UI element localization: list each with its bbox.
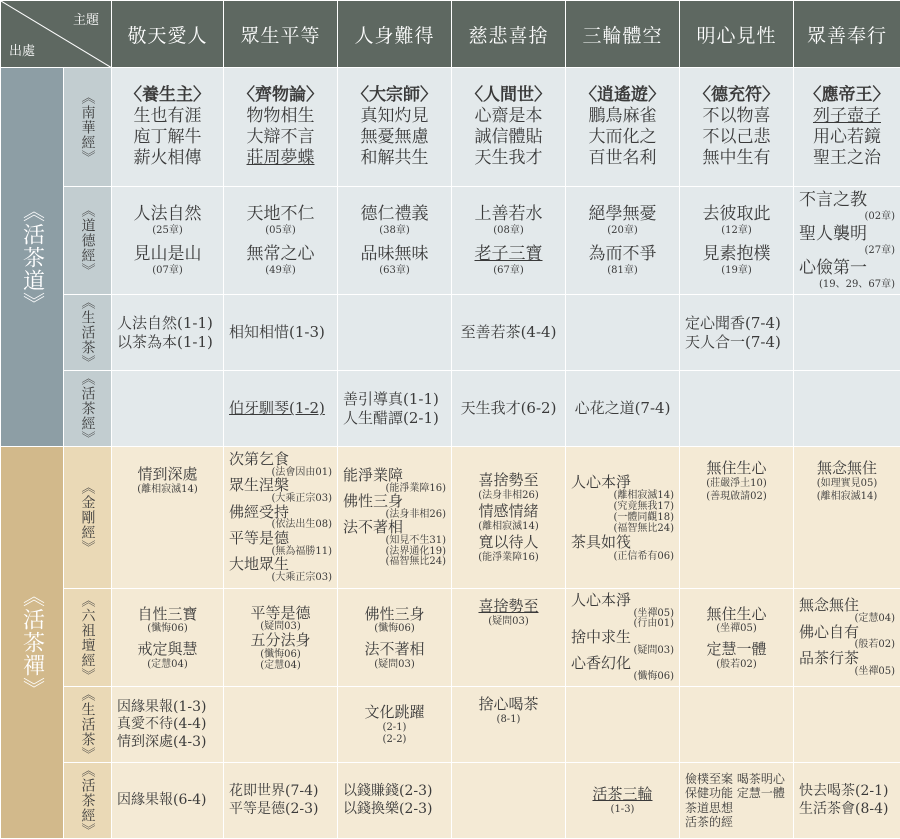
phrase: 列子壺子: [799, 106, 895, 127]
reference: (法身非相26): [343, 510, 446, 521]
reference: (定慧04): [799, 614, 895, 625]
reference: (般若02): [799, 640, 895, 651]
phrase: 以錢賺錢(2-3): [343, 783, 446, 801]
phrase: 心花之道(7-4): [571, 399, 674, 418]
phrase: 無住生心: [685, 605, 788, 624]
reference: (12章): [685, 225, 788, 238]
liuzu-cell: [338, 589, 452, 687]
phrase: 天地不仁: [229, 204, 332, 225]
reference: (49章): [229, 265, 332, 278]
row-liuzu: [1, 589, 900, 687]
row-shenghuo-chan: [1, 687, 900, 763]
phrase: 物物相生: [229, 106, 332, 127]
daode-cell: [794, 187, 900, 295]
theme-header: 人身難得: [338, 1, 452, 68]
book-label: 《南華經》: [78, 90, 98, 165]
liuzu-cell: [112, 589, 224, 687]
phrase: 天人合一(7-4): [685, 333, 788, 352]
huocha2-cell: [794, 763, 900, 839]
jingang-cell: [338, 447, 452, 589]
reference: (坐禪05): [571, 609, 674, 620]
reference: (能淨業障16): [343, 484, 446, 495]
huocha2-cell: [338, 763, 452, 839]
reference: (離相寂滅14): [457, 521, 560, 534]
book-huochajing: [64, 371, 112, 447]
book-nanhua: [64, 68, 112, 187]
theme-header: 眾善奉行: [794, 1, 900, 68]
reference: (05章): [229, 225, 332, 238]
phrase: 儉樸至案 喝茶明心: [685, 772, 788, 786]
shenghuo-cell: [680, 295, 794, 371]
book-label: 《活茶經》: [78, 371, 98, 446]
phrase: 莊周夢蝶: [229, 148, 332, 169]
phrase: 見素抱樸: [685, 244, 788, 265]
phrase: 心儉第一: [799, 258, 895, 279]
reference: (究竟無我17): [571, 501, 674, 512]
reference: (坐禪05): [799, 667, 895, 678]
phrase: 品茶行茶: [799, 651, 895, 667]
book-daode: [64, 187, 112, 295]
book-label: 《生活茶》: [78, 687, 98, 762]
huocha2-cell: [452, 763, 566, 839]
reference: (莊嚴淨土10): [685, 478, 788, 491]
book-label: 《道德經》: [78, 203, 98, 278]
reference: (懺悔06): [229, 649, 332, 660]
row-huocha-chan: [1, 763, 900, 839]
phrase: 相知相惜(1-3): [229, 323, 332, 342]
chapter-title: 〈人間世〉: [457, 85, 560, 106]
reference: (善現啟請02): [685, 491, 788, 504]
phrase: 用心若鏡: [799, 127, 895, 148]
phrase: 人心本淨: [571, 474, 674, 491]
phrase: 喜捨勢至: [457, 471, 560, 490]
liuzu-cell: [680, 589, 794, 687]
row-nanhua: [1, 68, 900, 187]
reference: (2-1): [343, 722, 446, 735]
section-huochachan: [1, 447, 64, 839]
phrase: 眾生涅槃: [229, 478, 332, 494]
phrase: 人心本淨: [571, 593, 674, 609]
section-label: 《活茶道》: [17, 200, 48, 315]
phrase: 人生醋譚(2-1): [343, 409, 446, 428]
chapter-title: 〈逍遙遊〉: [571, 85, 674, 106]
phrase: 佛性三身: [343, 605, 446, 624]
book-label: 《六祖壇經》: [78, 593, 98, 683]
shenghuo-cell: [338, 295, 452, 371]
huocha-cell: [338, 371, 452, 447]
book-label: 《生活茶》: [78, 295, 98, 370]
huocha-cell: [452, 371, 566, 447]
phrase: 德仁禮義: [343, 204, 446, 225]
phrase: 大而化之: [571, 127, 674, 148]
shenghuo2-cell: [680, 687, 794, 763]
daode-cell: [112, 187, 224, 295]
phrase: 無住生心: [685, 459, 788, 478]
reference: (離相寂滅14): [117, 484, 218, 497]
reference: (疑問03): [571, 646, 674, 657]
shenghuo2-cell: [566, 687, 680, 763]
phrase: 平等是德: [229, 605, 332, 622]
book-label: 《活茶經》: [78, 763, 98, 838]
phrase: 法不著相: [343, 520, 446, 536]
nanhua-cell: [794, 68, 900, 187]
phrase: 聖王之治: [799, 148, 895, 169]
phrase: 絕學無憂: [571, 204, 674, 225]
reference: (19、29、67章): [799, 279, 895, 292]
phrase: 見山是山: [117, 244, 218, 265]
shenghuo-cell: [794, 295, 900, 371]
nanhua-cell: [224, 68, 338, 187]
phrase: 因緣果報(6-4): [117, 792, 218, 810]
phrase: 戒定與慧: [117, 640, 218, 659]
jingang-cell: [112, 447, 224, 589]
phrase: 大辯不言: [229, 127, 332, 148]
row-jingang: [1, 447, 900, 589]
reference: (02章): [799, 211, 895, 224]
theme-header: 敬天愛人: [112, 1, 224, 68]
phrase: 真愛不待(4-4): [117, 716, 218, 734]
huocha2-cell: [112, 763, 224, 839]
book-jingang: [64, 447, 112, 589]
phrase: 薪火相傳: [117, 148, 218, 169]
phrase: 心齋是本: [457, 106, 560, 127]
phrase: 定心聞香(7-4): [685, 314, 788, 333]
huocha-cell: [794, 371, 900, 447]
phrase: 茶道思想: [685, 801, 788, 815]
huocha-cell: [566, 371, 680, 447]
phrase: 捨中求生: [571, 630, 674, 646]
chapter-title: 〈應帝王〉: [799, 85, 895, 106]
liuzu-cell: [224, 589, 338, 687]
reference: (25章): [117, 225, 218, 238]
daode-cell: [338, 187, 452, 295]
book-liuzu: [64, 589, 112, 687]
liuzu-cell: [452, 589, 566, 687]
chapter-title: 〈大宗師〉: [343, 85, 446, 106]
jingang-cell: [680, 447, 794, 589]
shenghuo-cell: [566, 295, 680, 371]
jingang-cell: [566, 447, 680, 589]
liuzu-cell: [794, 589, 900, 687]
chapter-title: 〈德充符〉: [685, 85, 788, 106]
phrase: 伯牙馴琴(1-2): [229, 399, 332, 418]
reference: (08章): [457, 225, 560, 238]
phrase: 捨心喝茶: [457, 695, 560, 714]
nanhua-cell: [452, 68, 566, 187]
reference: (疑問03): [229, 621, 332, 632]
phrase: 快去喝茶(2-1): [799, 783, 895, 801]
reference: (38章): [343, 225, 446, 238]
reference: (27章): [799, 245, 895, 258]
phrase: 生也有涯: [117, 106, 218, 127]
reference: (離相寂滅14): [799, 491, 895, 504]
chapter-title: 〈養生主〉: [117, 85, 218, 106]
phrase: 至善若茶(4-4): [457, 323, 560, 342]
phrase: 佛經受持: [229, 505, 332, 521]
phrase: 情感情緒: [457, 502, 560, 521]
phrase: 真知灼見: [343, 106, 446, 127]
phrase: 不以物喜: [685, 106, 788, 127]
theme-header: 三輪體空: [566, 1, 680, 68]
corner-source-label: 出處: [9, 40, 35, 59]
reference: (福智無比24): [343, 557, 446, 568]
reference: (行由01): [571, 619, 674, 630]
header-row: [1, 1, 900, 68]
phrase: 佛性三身: [343, 494, 446, 510]
phrase: 定慧一體: [685, 640, 788, 659]
phrase: 寬以待人: [457, 533, 560, 552]
phrase: 為而不爭: [571, 244, 674, 265]
reference: (懺悔06): [117, 623, 218, 636]
reference: (20章): [571, 225, 674, 238]
phrase: 庖丁解牛: [117, 127, 218, 148]
nanhua-cell: [680, 68, 794, 187]
daode-cell: [566, 187, 680, 295]
nanhua-cell: [112, 68, 224, 187]
phrase: 活茶的經: [685, 815, 788, 829]
reference: (07章): [117, 265, 218, 278]
reference: (一體同觀18): [571, 512, 674, 523]
phrase: 人法自然(1-1): [117, 314, 218, 333]
book-label: 《金剛經》: [78, 480, 98, 555]
reference: (1-3): [571, 804, 674, 817]
phrase: 大地眾生: [229, 557, 332, 573]
reference: (懺悔06): [571, 672, 674, 683]
reference: (定慧04): [117, 659, 218, 672]
jingang-cell: [794, 447, 900, 589]
nanhua-cell: [566, 68, 680, 187]
reference: (法界通化19): [343, 547, 446, 558]
daode-cell: [224, 187, 338, 295]
reference: (疑問03): [457, 616, 560, 629]
reference: (定慧04): [229, 660, 332, 671]
phrase: 心香幻化: [571, 656, 674, 672]
reference: (如理實見05): [799, 478, 895, 491]
phrase: 以錢換樂(2-3): [343, 801, 446, 819]
reference: (福智無比24): [571, 523, 674, 534]
reference: (正信希有06): [571, 551, 674, 562]
jingang-cell: [224, 447, 338, 589]
huocha-cell: [680, 371, 794, 447]
huocha2-cell: [224, 763, 338, 839]
reference: (離相寂滅14): [571, 490, 674, 501]
shenghuo-cell: [224, 295, 338, 371]
daode-cell: [680, 187, 794, 295]
phrase: 情到深處: [117, 465, 218, 484]
corner-theme-label: 主題: [73, 9, 99, 28]
reference: (67章): [457, 265, 560, 278]
phrase: 喜捨勢至: [457, 597, 560, 616]
reference: (能淨業障16): [457, 552, 560, 565]
phrase: 誠信體貼: [457, 127, 560, 148]
section-huochadao: [1, 68, 64, 447]
jingang-cell: [452, 447, 566, 589]
phrase: 聖人襲明: [799, 224, 895, 245]
phrase: 茶具如筏: [571, 534, 674, 551]
phrase: 百世名利: [571, 148, 674, 169]
book-huochajing: [64, 763, 112, 839]
phrase: 天生我才: [457, 148, 560, 169]
theme-header: 慈悲喜捨: [452, 1, 566, 68]
book-shenghuocha: [64, 687, 112, 763]
phrase: 去彼取此: [685, 204, 788, 225]
shenghuo2-cell: [794, 687, 900, 763]
reference: (疑問03): [343, 659, 446, 672]
huocha2-cell: [566, 763, 680, 839]
huocha-cell: [224, 371, 338, 447]
phrase: 平等是德(2-3): [229, 801, 332, 819]
section-label: 《活茶禪》: [17, 585, 48, 700]
reference: (知見不生31): [343, 536, 446, 547]
phrase: 不以己悲: [685, 127, 788, 148]
reference: (2-2): [343, 734, 446, 747]
row-huocha-dao: [1, 371, 900, 447]
reference: (8-1): [457, 714, 560, 727]
reference: (81章): [571, 265, 674, 278]
theme-header: 明心見性: [680, 1, 794, 68]
book-shenghuocha: [64, 295, 112, 371]
phrase: 因緣果報(1-3): [117, 699, 218, 717]
liuzu-cell: [566, 589, 680, 687]
phrase: 自性三寶: [117, 605, 218, 624]
huocha-cell: [112, 371, 224, 447]
reference: (坐禪05): [685, 623, 788, 636]
reference: (無為福勝11): [229, 547, 332, 558]
corner-header: [1, 1, 112, 68]
shenghuo2-cell: [452, 687, 566, 763]
reference: (法會因由01): [229, 468, 332, 479]
phrase: 不言之教: [799, 190, 895, 211]
shenghuo-cell: [112, 295, 224, 371]
reference: (法身非相26): [457, 490, 560, 503]
phrase: 人法自然: [117, 204, 218, 225]
shenghuo2-cell: [112, 687, 224, 763]
phrase: 生活茶會(8-4): [799, 801, 895, 819]
theme-header: 眾生平等: [224, 1, 338, 68]
phrase: 天生我才(6-2): [457, 399, 560, 418]
phrase: 鵬鳥麻雀: [571, 106, 674, 127]
phrase: 次第乞食: [229, 452, 332, 468]
phrase: 能淨業障: [343, 468, 446, 484]
phrase: 善引導真(1-1): [343, 390, 446, 409]
daode-cell: [452, 187, 566, 295]
chapter-title: 〈齊物論〉: [229, 85, 332, 106]
phrase: 以茶為本(1-1): [117, 333, 218, 352]
shenghuo-cell: [452, 295, 566, 371]
phrase: 花即世界(7-4): [229, 783, 332, 801]
phrase: 平等是德: [229, 531, 332, 547]
row-daode: [1, 187, 900, 295]
phrase: 品味無味: [343, 244, 446, 265]
phrase: 佛心自有: [799, 625, 895, 641]
phrase: 文化跳躍: [343, 703, 446, 722]
nanhua-cell: [338, 68, 452, 187]
reference: (大乘正宗03): [229, 573, 332, 584]
row-shenghuo-dao: [1, 295, 900, 371]
phrase: 無常之心: [229, 244, 332, 265]
reference: (大乘正宗03): [229, 494, 332, 505]
shenghuo2-cell: [224, 687, 338, 763]
shenghuo2-cell: [338, 687, 452, 763]
reference: (63章): [343, 265, 446, 278]
phrase: 情到深處(4-3): [117, 734, 218, 752]
phrase: 五分法身: [229, 632, 332, 649]
reference: (依法出生08): [229, 520, 332, 531]
reference: (般若02): [685, 659, 788, 672]
phrase: 無中生有: [685, 148, 788, 169]
phrase: 法不著相: [343, 640, 446, 659]
huocha2-cell: [680, 763, 794, 839]
phrase: 活茶三輪: [571, 785, 674, 804]
phrase: 老子三寶: [457, 244, 560, 265]
phrase: 無念無住: [799, 459, 895, 478]
reference: (19章): [685, 265, 788, 278]
reference: (懺悔06): [343, 623, 446, 636]
phrase: 保健功能 定慧一體: [685, 786, 788, 800]
phrase: 和解共生: [343, 148, 446, 169]
phrase: 無念無住: [799, 598, 895, 614]
phrase: 無憂無慮: [343, 127, 446, 148]
phrase: 上善若水: [457, 204, 560, 225]
